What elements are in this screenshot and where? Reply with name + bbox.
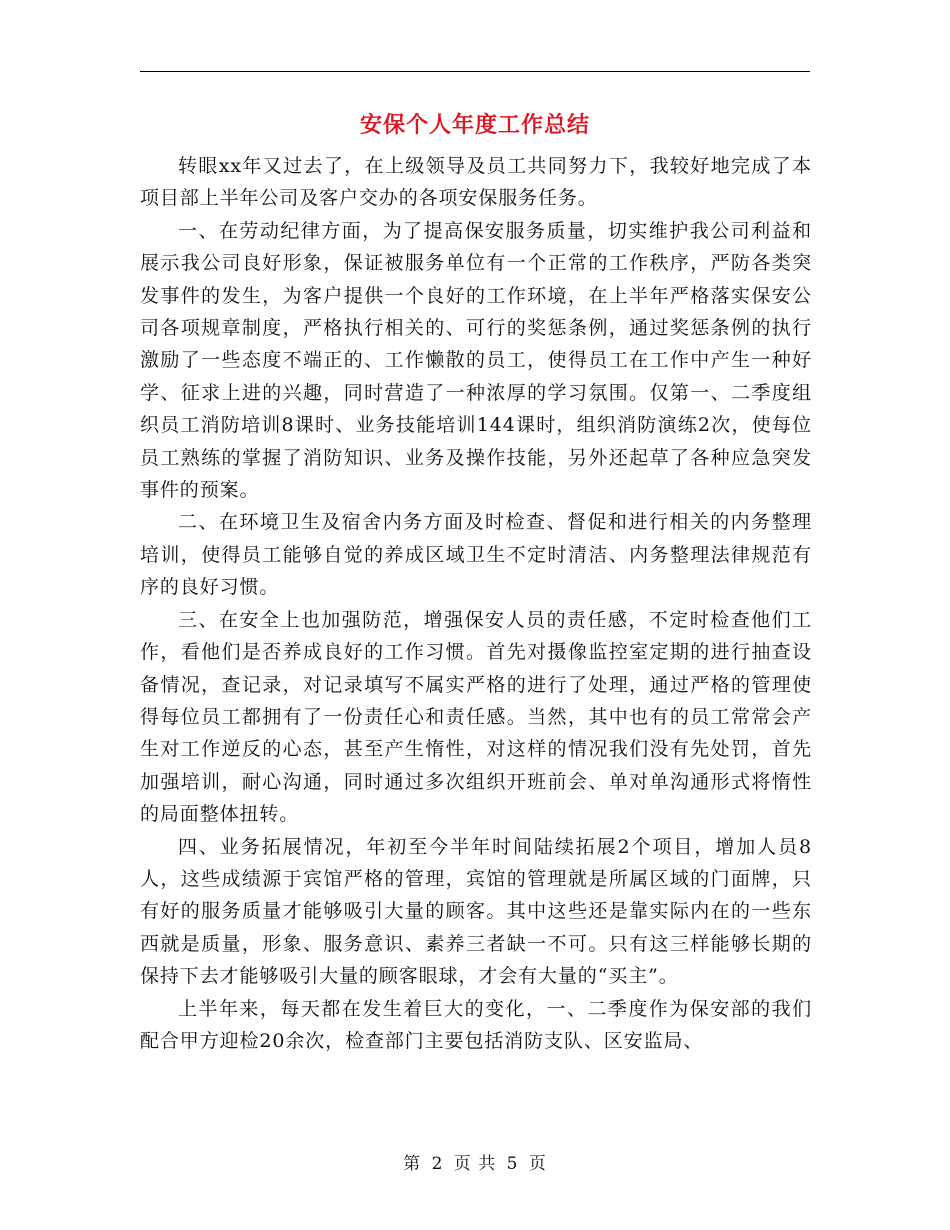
page-title: 安保个人年度工作总结 bbox=[359, 112, 590, 138]
header-rule bbox=[140, 71, 810, 72]
footer-page-number: 2 bbox=[431, 1154, 444, 1174]
paragraph-intro: 转眼xx年又过去了，在上级领导及员工共同努力下，我较好地完成了本项目部上半年公司及客户交办的各项安保服务任务。 bbox=[140, 155, 812, 210]
footer-prefix: 第 bbox=[403, 1154, 422, 1174]
paragraph-business-expansion: 四、业务拓展情况，年初至今半年时间陆续拓展2个项目，增加人员8人，这些成绩源于宾馆严格的管理，宾馆的管理就是所属区域的门面牌，只有好的服务质量才能够吸引大量的顾客。其中这些还是靠实际内在的一些东西就是质量，形象、服务意识、素养三者缺一不可。只有这三样能够长期的保持下去才能够吸引大量的顾客眼球，才会有大量的“买主”。 bbox=[140, 835, 812, 988]
page-footer bbox=[0, 1151, 950, 1177]
paragraph-safety: 三、在安全上也加强防范，增强保安人员的责任感，不定时检查他们工作，看他们是否养成良好的工作习惯。首先对摄像监控室定期的进行抽查设备情况，查记录，对记录填写不属实严格的进行了处理，通过严格的管理使得每位员工都拥有了一份责任心和责任感。当然，其中也有的员工常常会产生对工作逆反的心态，甚至产生惰性，对这样的情况我们没有先处罚，首先加强培训，耐心沟通，同时通过多次组织开班前会、单对单沟通形式将惰性的局面整体扭转。 bbox=[140, 608, 812, 826]
paragraph-first-half: 上半年来，每天都在发生着巨大的变化，一、二季度作为保安部的我们配合甲方迎检20余次，检查部门主要包括消防支队、区安监局、 bbox=[140, 997, 812, 1052]
footer-suffix: 页 bbox=[528, 1154, 547, 1174]
footer-middle: 页 共 bbox=[453, 1154, 497, 1174]
paragraph-labor-discipline: 一、在劳动纪律方面，为了提高保安服务质量，切实维护我公司利益和展示我公司良好形象，保证被服务单位有一个正常的工作秩序，严防各类突发事件的发生，为客户提供一个良好的工作环境，在上半年严格落实保安公司各项规章制度，严格执行相关的、可行的奖惩条例，通过奖惩条例的执行激励了一些态度不端正的、工作懒散的员工，使得员工在工作中产生一种好学、征求上进的兴趣，同时营造了一种浓厚的学习氛围。仅第一、二季度组织员工消防培训8课时、业务技能培训144课时，组织消防演练2次，使每位员工熟练的掌握了消防知识、业务及操作技能，另外还起草了各种应急突发事件的预案。 bbox=[140, 219, 812, 502]
paragraph-environment-hygiene: 二、在环境卫生及宿舍内务方面及时检查、督促和进行相关的内务整理培训，使得员工能够自觉的养成区域卫生不定时清洁、内务整理法律规范有序的良好习惯。 bbox=[140, 511, 812, 599]
body-text bbox=[140, 150, 812, 1057]
footer-total-pages: 5 bbox=[506, 1154, 519, 1174]
